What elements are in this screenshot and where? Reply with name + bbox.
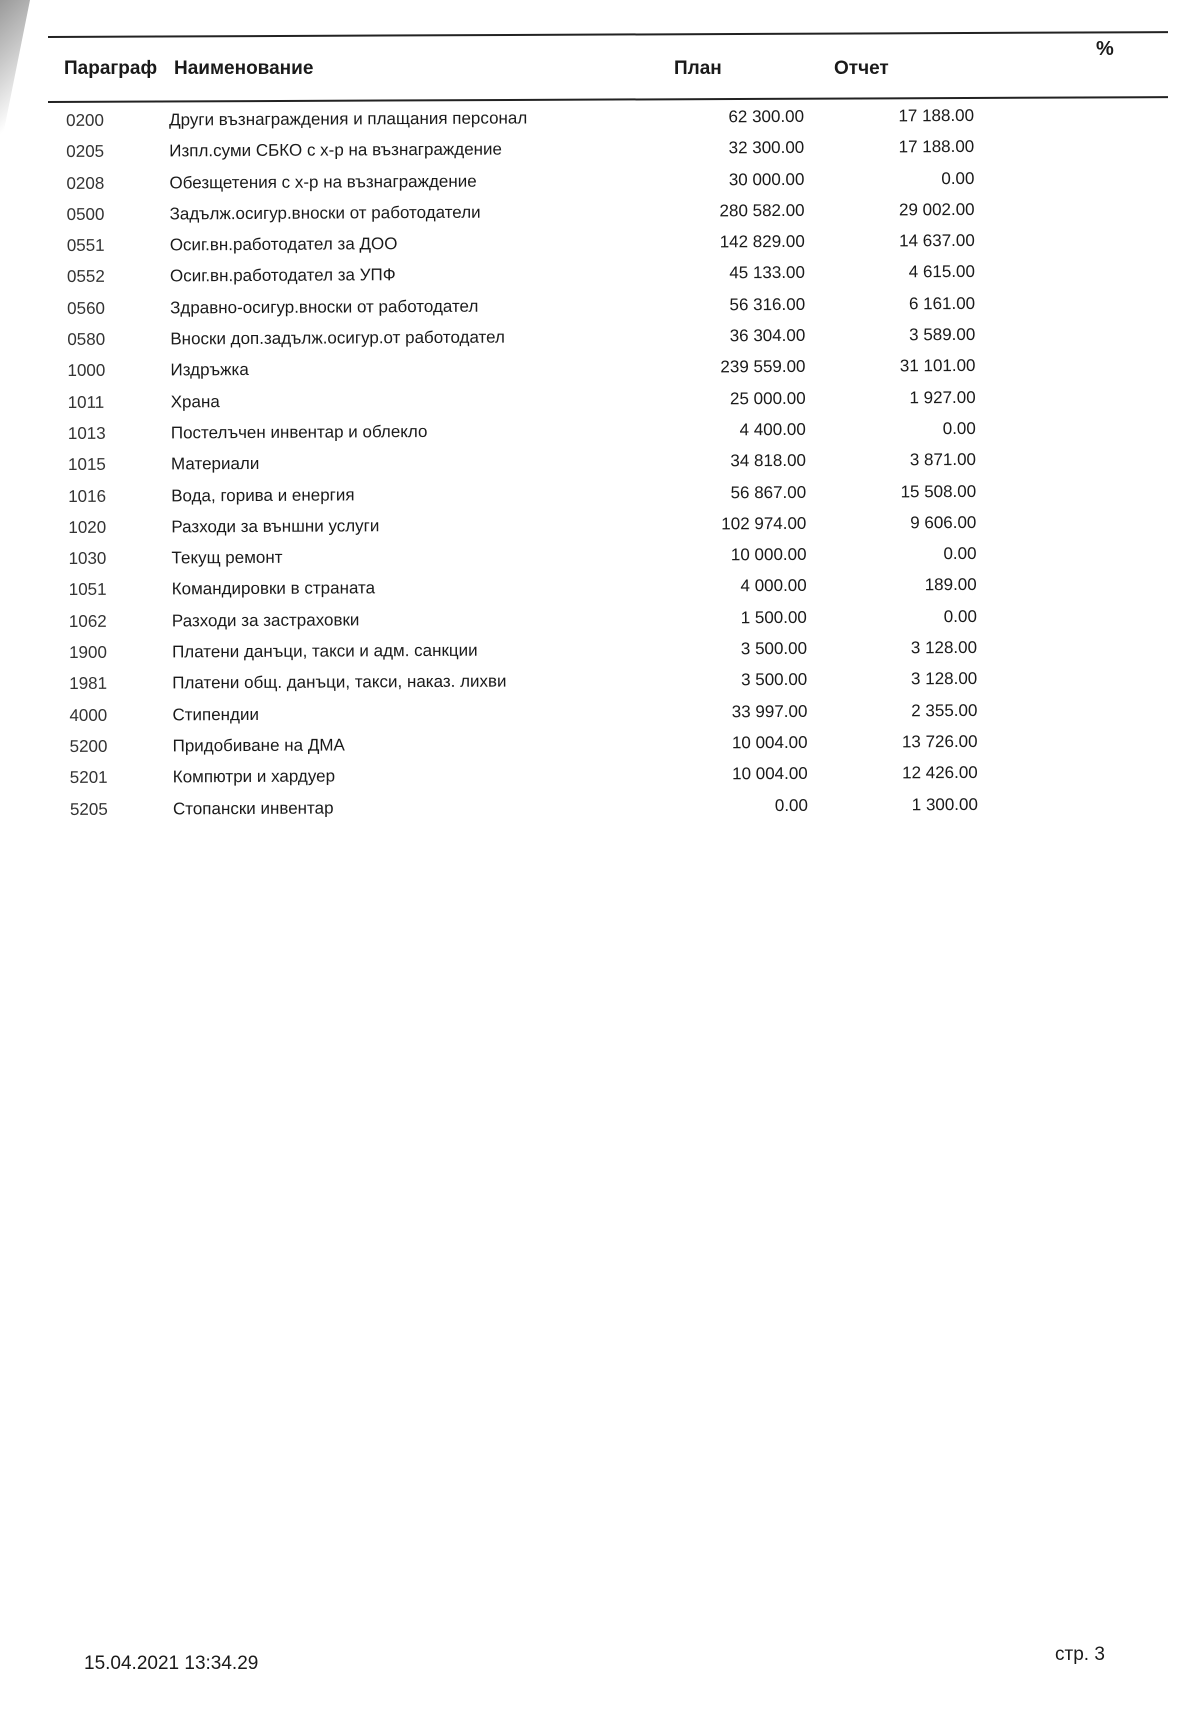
row-report: 17 188.00 — [898, 137, 975, 157]
row-code: 1011 — [67, 392, 105, 412]
row-plan: 0.00 — [774, 795, 808, 815]
table-row — [66, 538, 977, 574]
row-name: Придобиване на ДМА — [172, 735, 345, 756]
row-name: Текущ ремонт — [171, 547, 283, 568]
row-report: 31 101.00 — [899, 356, 976, 376]
row-report: 14 637.00 — [899, 231, 975, 251]
row-code: 0552 — [66, 267, 105, 287]
table-row — [67, 601, 977, 637]
table-row — [65, 350, 976, 386]
row-code: 1051 — [68, 580, 107, 600]
scan-edge-shadow — [0, 0, 30, 150]
row-report: 4 615.00 — [908, 262, 975, 282]
header-percent: % — [1096, 38, 1114, 60]
table-row — [65, 225, 975, 261]
row-code: 0500 — [66, 204, 105, 224]
table-row — [68, 757, 978, 793]
row-report: 1 300.00 — [911, 794, 978, 814]
row-plan: 102 974.00 — [721, 513, 807, 534]
table-row — [68, 788, 978, 824]
row-plan: 280 582.00 — [719, 200, 805, 221]
table-row — [66, 413, 976, 449]
row-report: 0.00 — [943, 606, 977, 626]
row-name: Задълж.осигур.вноски от работодатели — [169, 202, 481, 224]
header-code: Параграф — [64, 58, 158, 79]
table-row — [64, 163, 975, 199]
row-report: 3 871.00 — [909, 450, 977, 470]
table-row — [66, 507, 977, 543]
row-code: 0560 — [67, 298, 106, 318]
row-plan: 32 300.00 — [728, 138, 805, 158]
row-code: 1020 — [68, 517, 107, 537]
row-report: 3 128.00 — [910, 637, 978, 658]
row-report: 6 161.00 — [908, 293, 976, 314]
row-code: 0580 — [67, 329, 106, 350]
row-code: 5205 — [69, 799, 108, 819]
row-report: 17 188.00 — [898, 105, 975, 126]
row-name: Стопански инвентар — [172, 798, 334, 818]
row-plan: 45 133.00 — [729, 263, 806, 283]
row-code: 1013 — [67, 423, 106, 443]
row-name: Разходи за външни услуги — [171, 516, 380, 537]
budget-table-body — [64, 100, 978, 825]
row-report: 0.00 — [943, 544, 977, 564]
row-report: 15 508.00 — [900, 481, 977, 501]
row-name: Издръжка — [170, 360, 249, 380]
row-plan: 1 500.00 — [740, 607, 807, 627]
row-name: Платени общ. данъци, такси, наказ. лихви — [172, 671, 507, 693]
table-row — [64, 131, 975, 167]
row-plan: 142 829.00 — [719, 232, 805, 252]
row-report: 3 589.00 — [909, 324, 976, 345]
row-report: 2 355.00 — [911, 700, 978, 720]
row-name: Вода, горива и енергия — [171, 484, 355, 505]
row-name: Постелъчен инвентар и облекло — [170, 421, 428, 443]
row-plan: 4 400.00 — [739, 419, 806, 440]
row-report: 12 426.00 — [902, 763, 978, 783]
row-report: 13 726.00 — [901, 731, 978, 752]
row-plan: 10 004.00 — [731, 732, 808, 753]
row-name: Стипендии — [172, 704, 259, 725]
row-name: Здравно-осигур.вноски от работодател — [170, 296, 479, 318]
row-name: Осиг.вн.работодател за ДОО — [169, 234, 398, 255]
row-report: 1 927.00 — [909, 387, 976, 407]
row-plan: 3 500.00 — [740, 670, 808, 690]
row-name: Изпл.суми СБКО с х-р на възнаграждение — [169, 139, 503, 161]
row-name: Други възнаграждения и плащания персонал — [169, 108, 528, 130]
row-code: 0200 — [66, 110, 104, 130]
row-code: 5200 — [69, 736, 108, 756]
row-report: 29 002.00 — [898, 199, 975, 220]
row-plan: 34 818.00 — [730, 451, 807, 471]
table-row — [64, 100, 975, 136]
table-row — [66, 382, 976, 418]
header-plan: План — [674, 58, 722, 79]
row-plan: 239 559.00 — [720, 357, 806, 377]
row-plan: 62 300.00 — [728, 106, 805, 127]
table-header — [64, 38, 1184, 82]
table-row — [65, 319, 976, 355]
row-code: 1900 — [69, 642, 107, 663]
table-row — [65, 288, 976, 324]
row-code: 1062 — [68, 611, 107, 631]
header-report: Отчет — [834, 58, 889, 79]
row-report: 9 606.00 — [910, 512, 977, 533]
row-name: Компютри и хардуер — [172, 766, 336, 787]
row-plan: 10 000.00 — [730, 545, 807, 565]
row-plan: 10 004.00 — [732, 764, 808, 784]
row-code: 0208 — [66, 173, 105, 193]
row-report: 0.00 — [942, 418, 976, 439]
row-code: 5201 — [69, 768, 108, 788]
table-row — [67, 632, 978, 668]
row-name: Вноски доп.задълж.осигур.от работодател — [170, 327, 505, 349]
row-name: Платени данъци, такси и адм. санкции — [172, 640, 478, 662]
row-plan: 56 316.00 — [729, 294, 806, 315]
row-plan: 36 304.00 — [729, 325, 806, 346]
row-code: 4000 — [69, 705, 108, 725]
row-code: 0205 — [66, 142, 105, 162]
row-code: 1000 — [67, 361, 106, 381]
row-report: 0.00 — [941, 168, 975, 188]
row-report: 189.00 — [924, 575, 977, 595]
row-report: 3 128.00 — [910, 669, 978, 689]
print-timestamp: 15.04.2021 13:34.29 — [84, 1653, 259, 1674]
row-name: Командировки в страната — [171, 578, 376, 599]
table-row — [66, 476, 977, 512]
table-row — [65, 256, 975, 292]
row-name: Осиг.вн.работодател за УПФ — [169, 265, 396, 286]
row-plan: 56 867.00 — [730, 482, 807, 502]
row-plan: 3 500.00 — [740, 638, 808, 659]
row-code: 1016 — [68, 486, 107, 506]
header-top-rule — [48, 31, 1168, 38]
row-code: 0551 — [66, 235, 105, 256]
row-code: 1030 — [68, 548, 107, 569]
table-row — [67, 663, 978, 699]
table-row — [65, 194, 975, 230]
row-plan: 33 997.00 — [731, 701, 808, 721]
table-row — [67, 726, 978, 762]
row-plan: 4 000.00 — [740, 576, 807, 596]
row-name: Разходи за застраховки — [171, 610, 360, 631]
row-name: Материали — [170, 454, 260, 474]
row-code: 1015 — [67, 455, 106, 475]
table-row — [67, 569, 977, 605]
row-code: 1981 — [69, 674, 108, 694]
row-plan: 30 000.00 — [728, 169, 805, 189]
row-name: Храна — [170, 391, 220, 412]
table-row — [67, 695, 978, 731]
row-name: Обезщетения с х-р на възнаграждение — [169, 171, 477, 193]
row-plan: 25 000.00 — [729, 388, 806, 408]
page-number: стр. 3 — [1055, 1644, 1105, 1665]
header-name: Наименование — [174, 58, 314, 79]
table-row — [66, 444, 977, 480]
